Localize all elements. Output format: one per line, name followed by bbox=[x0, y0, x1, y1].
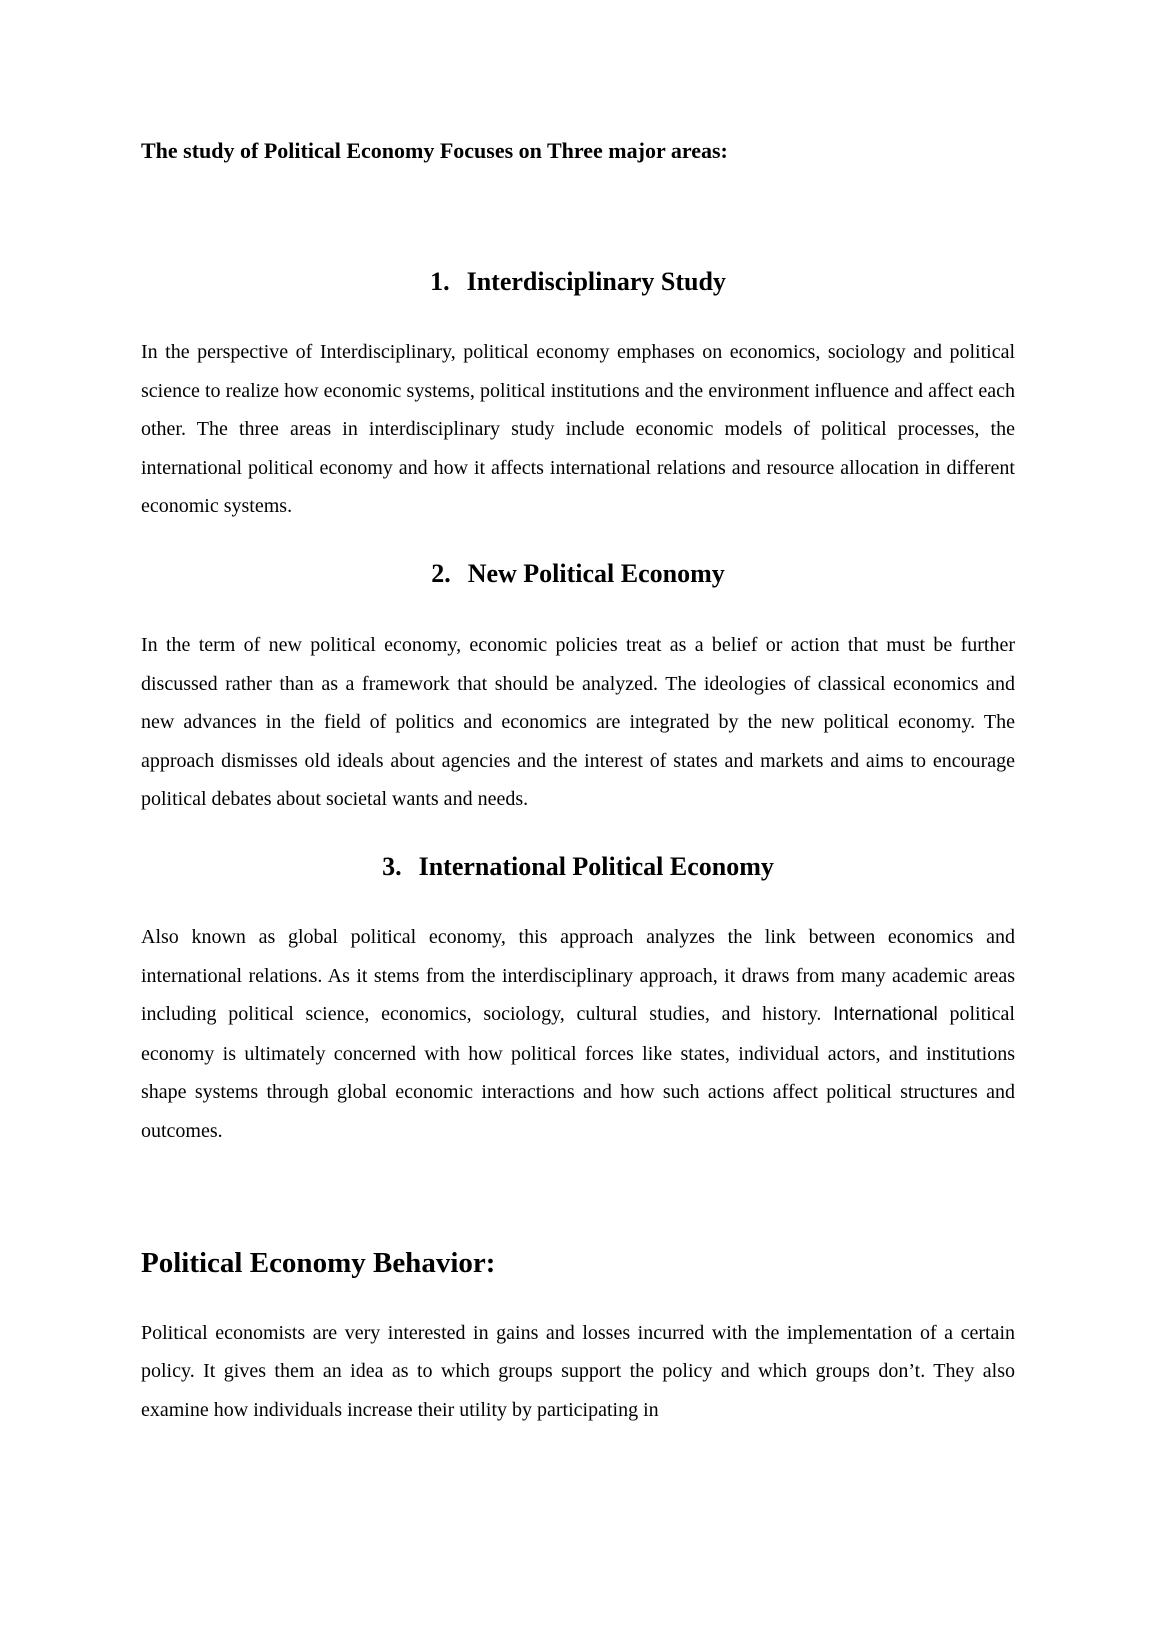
section-1-heading bbox=[141, 264, 1015, 300]
section-2-paragraph: In the term of new political economy, economic policies treat as a belief or action that must be further discussed rather than as a framework that should be analyzed. The ideologies of classical economics and new advances in the field of politics and economics are integrated by the new political economy. The approach dismisses old ideals about agencies and the interest of states and markets and aims to encourage political debates about societal wants and needs. bbox=[141, 633, 1015, 811]
section-3-sans-serif-word: International bbox=[833, 1004, 938, 1026]
section-1-number: 1. bbox=[430, 267, 450, 296]
intro-heading: The study of Political Economy Focuses on Three major areas: bbox=[141, 138, 728, 163]
section-3-text-serif-2: political economy is ultimately concerned with how political forces like states, individual actors, and institutions shape systems through global economic interactions and how such actions affect political structures and outcomes. bbox=[141, 1003, 1015, 1142]
section-3-text-serif-1: Also known as global political economy, this approach analyzes the link between economics and international relations. As it stems from the interdisciplinary approach, it draws from many academic areas including political science, economics, sociology, cultural studies, and history. bbox=[141, 925, 1015, 1026]
section-2-heading bbox=[141, 556, 1015, 592]
section-1-title: Interdisciplinary Study bbox=[466, 267, 726, 296]
behavior-heading: Political Economy Behavior: bbox=[141, 1246, 496, 1279]
behavior-paragraph: Political economists are very interested in gains and losses incurred with the implementation of a certain policy. It gives them an idea as to which groups support the policy and which groups don’t. They also examine how individuals increase their utility by participating in bbox=[141, 1321, 1015, 1421]
section-1-paragraph: In the perspective of Interdisciplinary, political economy emphases on economics, sociology and political science to realize how economic systems, political institutions and the environment influence and affect each other. The three areas in interdisciplinary study include economic models of political processes, the international political economy and how it affects international relations and resource allocation in different economic systems. bbox=[141, 341, 1015, 518]
section-3-paragraph bbox=[141, 918, 1015, 1151]
section-3-title: International Political Economy bbox=[418, 851, 774, 881]
section-2-title: New Political Economy bbox=[467, 558, 725, 588]
section-3-heading bbox=[141, 849, 1015, 885]
section-2-number: 2. bbox=[431, 558, 451, 588]
section-3-number: 3. bbox=[382, 851, 402, 881]
